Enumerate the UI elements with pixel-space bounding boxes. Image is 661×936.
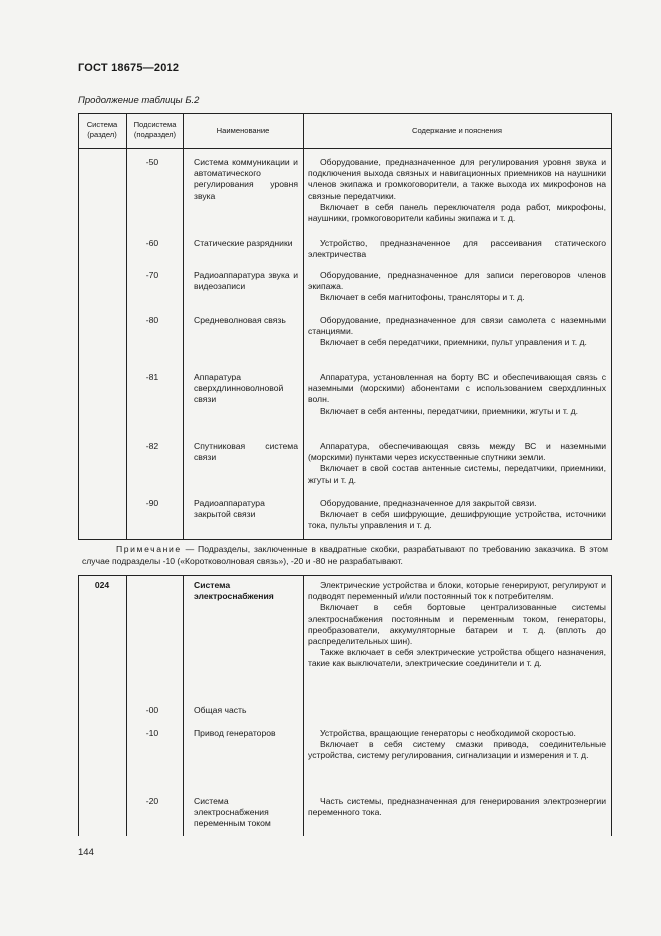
description-paragraph: Устройство, предназначенное для рассеивания статического электричества <box>308 238 606 260</box>
note-text: — Подразделы, заключенные в квадратные скобки, разрабатывают по требованию заказчика. В этом случае подразделы -10 («Коротковолновая связь»), -20 и -80 не разрабатывают. <box>82 544 608 566</box>
table-caption: Продолжение таблицы Б.2 <box>78 95 200 106</box>
description-paragraph: Включает в себя магнитофоны, трансляторы и т. д. <box>320 292 525 303</box>
subsystem-name: Система коммуникации и автоматического регулирования уровня звука <box>194 157 298 201</box>
subsystem-name: Средневолновая связь <box>194 315 286 325</box>
table-top-border <box>78 113 612 114</box>
header-name: Наименование <box>216 126 270 135</box>
description-paragraph: Оборудование, предназначенное для закрытой связи. <box>320 498 537 508</box>
description-paragraph: Электрические устройства и блоки, которые генерируют, регулируют и подводят переменный и/или постоянный ток к потребителям. <box>308 580 606 602</box>
system-code: 024 <box>94 580 110 590</box>
subsystem-code: -81 <box>145 372 159 382</box>
column-divider-2-lower <box>183 575 184 836</box>
column-divider-2 <box>183 113 184 426</box>
subsystem-name: Статические разрядники <box>194 238 293 248</box>
subsystem-name: Привод генераторов <box>194 728 276 738</box>
note-bottom-border <box>78 575 612 576</box>
column-divider-3-lower <box>303 575 304 836</box>
header-content: Содержание и пояснения <box>411 126 503 135</box>
table-left-border-lower <box>78 575 79 836</box>
description-paragraph: Включает в себя шифрующие, дешифрующие устройства, источники тока, пульты управления и т. д. <box>308 509 606 531</box>
table-left-border <box>78 113 79 426</box>
system-name: Система электроснабжения <box>194 580 274 602</box>
description-paragraph: Включает в свой состав антенные системы, передатчики, приемники, жгуты и т. д. <box>308 463 606 485</box>
subsystem-code: -70 <box>145 270 159 280</box>
subsystem-description <box>308 238 606 260</box>
description-paragraph: Включает в себя передатчики, приемники, пульт управления и т. д. <box>320 337 587 348</box>
description-paragraph: Оборудование, предназначенное для записи переговоров членов экипажа. <box>308 270 606 292</box>
column-divider-3 <box>303 113 304 426</box>
description-paragraph: Включает в себя антенны, передатчики, приемники, жгуты и т. д. <box>320 405 579 416</box>
description-paragraph: Включает в себя систему смазки привода, соединительные устройства, систему регулирования, сигнализации и измерения и т. д. <box>308 739 606 761</box>
classification-table <box>78 113 612 836</box>
subsystem-description <box>308 441 606 486</box>
column-divider-3-mid <box>303 426 304 539</box>
note-top-border <box>78 539 612 540</box>
subsystem-name: Радиоаппаратура закрытой связи <box>194 498 265 520</box>
subsystem-name: Система электроснабжения переменным током <box>194 796 271 829</box>
header-system: Система (раздел) <box>86 120 118 139</box>
table-right-border-lower <box>611 575 612 836</box>
page-number: 144 <box>78 847 94 858</box>
subsystem-code: -90 <box>145 498 159 508</box>
column-divider-2-mid <box>183 426 184 539</box>
subsystem-code: -20 <box>145 796 159 806</box>
subsystem-description <box>308 498 606 532</box>
system-description <box>308 580 606 670</box>
description-paragraph: Аппаратура, установленная на борту ВС и обеспечивающая связь с наземными (морскими) абонентами с использованием сверхдлинных волн. <box>308 372 606 405</box>
subsystem-code: -80 <box>145 315 159 325</box>
subsystem-description <box>308 796 606 818</box>
subsystem-code: -60 <box>145 238 159 248</box>
description-paragraph: Оборудование, предназначенное для связи самолета с наземными станциями. <box>308 315 606 337</box>
description-paragraph: Включает в себя бортовые централизованные системы электроснабжения постоянным и переменным током, генераторы, преобразователи, аккумуляторные батареи и т. д. (вплоть до распределительных шин). <box>308 602 606 647</box>
note-label: Примечание <box>116 544 182 554</box>
subsystem-description <box>308 372 606 417</box>
table-note <box>82 543 608 567</box>
description-paragraph: Включает в себя панель переключателя рода работ, микрофоны, наушники, громкоговорители кабины экипажа и т. д. <box>308 201 606 224</box>
subsystem-name: Радиоаппаратура звука и видеозаписи <box>194 270 298 292</box>
subsystem-code: -00 <box>145 705 159 715</box>
subsystem-name: Общая часть <box>194 705 247 715</box>
description-paragraph: Аппаратура, обеспечивающая связь между ВС и наземными (морскими) пунктами через искусственные спутники земли. <box>308 441 606 463</box>
subsystem-description <box>308 315 606 349</box>
header-subsystem: Подсистема (подраздел) <box>133 120 177 139</box>
description-paragraph: Устройства, вращающие генераторы с необходимой скоростью. <box>320 728 576 738</box>
subsystem-description <box>308 157 606 224</box>
page-header: ГОСТ 18675—2012 <box>78 62 180 74</box>
subsystem-code: -10 <box>145 728 159 738</box>
subsystem-description <box>308 270 606 304</box>
table-right-border <box>611 113 612 426</box>
table-left-border-mid <box>78 426 79 539</box>
description-paragraph: Также включает в себя электрические устройства общего назначения, такие как выключатели, электрические соединители и т. д. <box>308 647 606 669</box>
subsystem-code: -50 <box>145 157 159 167</box>
header-bottom-border <box>78 148 612 149</box>
subsystem-code: -82 <box>145 441 159 451</box>
subsystem-name: Спутниковая система связи <box>194 441 298 463</box>
subsystem-description <box>308 728 606 762</box>
description-paragraph: Оборудование, предназначенное для регулирования уровня звука и подключения выхода связных и навигационных приемников на наушники членов экипажа и громкоговорители, а также выхода их микрофонов на связные передатчики. <box>308 157 606 201</box>
subsystem-name: Аппаратура сверхдлинноволновой связи <box>194 372 284 405</box>
table-right-border-mid <box>611 426 612 539</box>
description-paragraph: Часть системы, предназначенная для генерирования электроэнергии переменного тока. <box>308 796 606 818</box>
